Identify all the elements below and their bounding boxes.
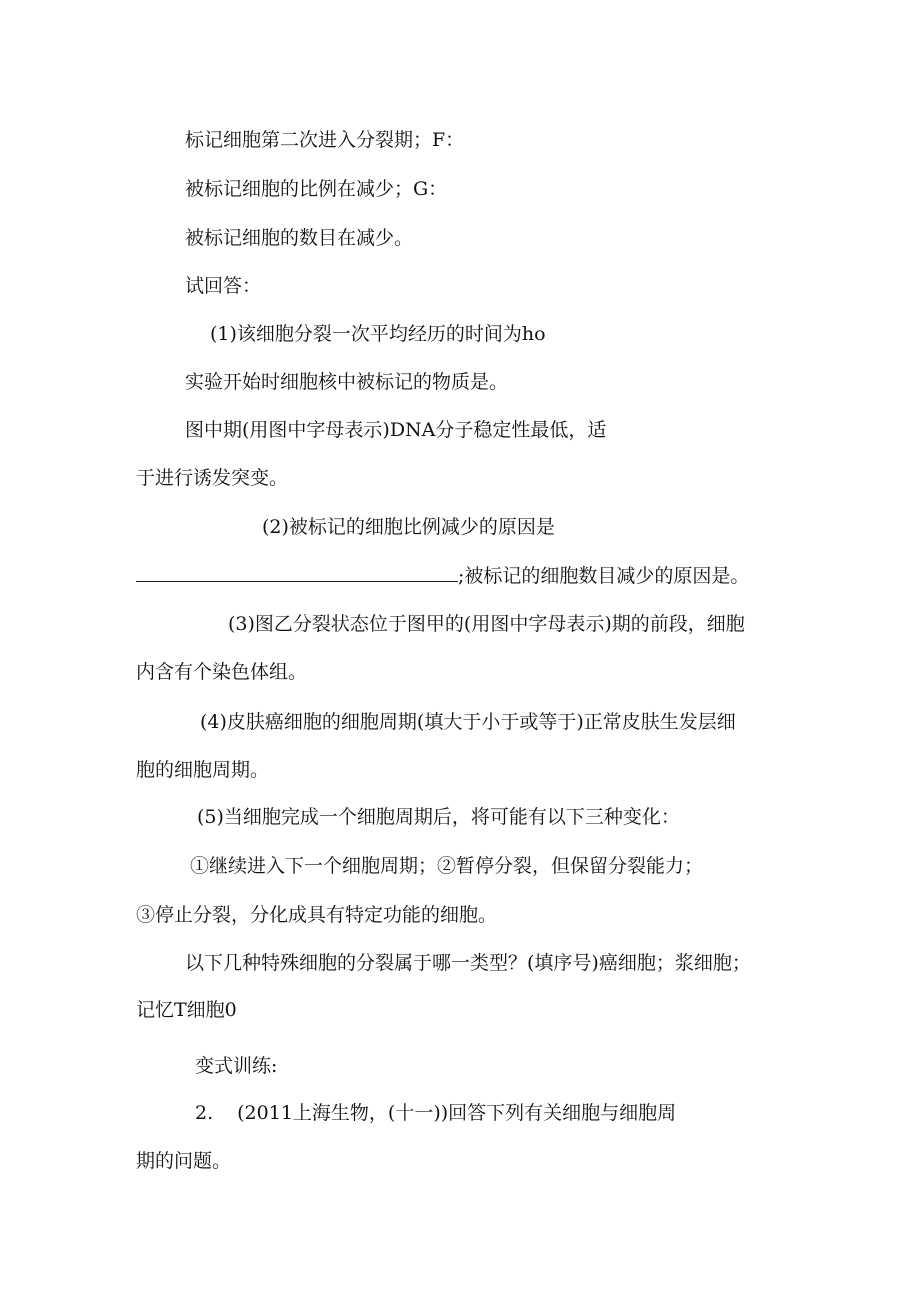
question-2-item — [195, 1101, 676, 1125]
text-line-3: 被标记细胞的数目在减少。 — [185, 227, 414, 249]
item-text: (2011上海生物，(十一))回答下列有关细胞与细胞周 — [237, 1102, 677, 1124]
text-line-17: ③停止分裂，分化成具有特定功能的细胞。 — [136, 904, 498, 926]
question-5: (5)当细胞完成一个细胞周期后，将可能有以下三种变化： — [197, 806, 680, 828]
question-2: (2)被标记的细胞比例减少的原因是 — [262, 516, 555, 538]
text-line-14: 胞的细胞周期。 — [136, 759, 270, 781]
text-line-18: 以下几种特殊细胞的分裂属于哪一类型？(填序号)癌细胞；浆细胞； — [185, 952, 751, 974]
text-line-7: 图中期(用图中字母表示)DNA分子稳定性最低，适 — [185, 419, 607, 441]
answer-blank[interactable] — [136, 563, 458, 582]
text-line-22: 期的问题。 — [136, 1150, 232, 1172]
text-line-4: 试回答： — [185, 275, 262, 297]
text-line-10: ;被标记的细胞数目减少的原因是。 — [458, 565, 750, 587]
text-line-1: 标记细胞第二次进入分裂期；F： — [185, 129, 465, 151]
text-line-2: 被标记细胞的比例在减少；G： — [185, 178, 448, 200]
item-number: 2. — [195, 1102, 214, 1124]
text-line-6: 实验开始时细胞核中被标记的物质是。 — [185, 371, 509, 393]
text-line-8: 于进行诱发突变。 — [136, 467, 289, 489]
text-line-16: ①继续进入下一个细胞周期；②暂停分裂，但保留分裂能力； — [190, 855, 704, 877]
question-1: (1)该细胞分裂一次平均经历的时间为ho — [210, 323, 546, 345]
text-line-19: 记忆T细胞0 — [136, 999, 237, 1021]
text-line-12: 内含有个染色体组。 — [136, 661, 308, 683]
answer-blank-line — [136, 563, 749, 588]
question-3: (3)图乙分裂状态位于图甲的(用图中字母表示)期的前段，细胞 — [228, 613, 745, 635]
section-heading: 变式训练: — [195, 1055, 278, 1077]
question-4: (4)皮肤癌细胞的细胞周期(填大于小于或等于)正常皮肤生发层细 — [200, 711, 736, 733]
